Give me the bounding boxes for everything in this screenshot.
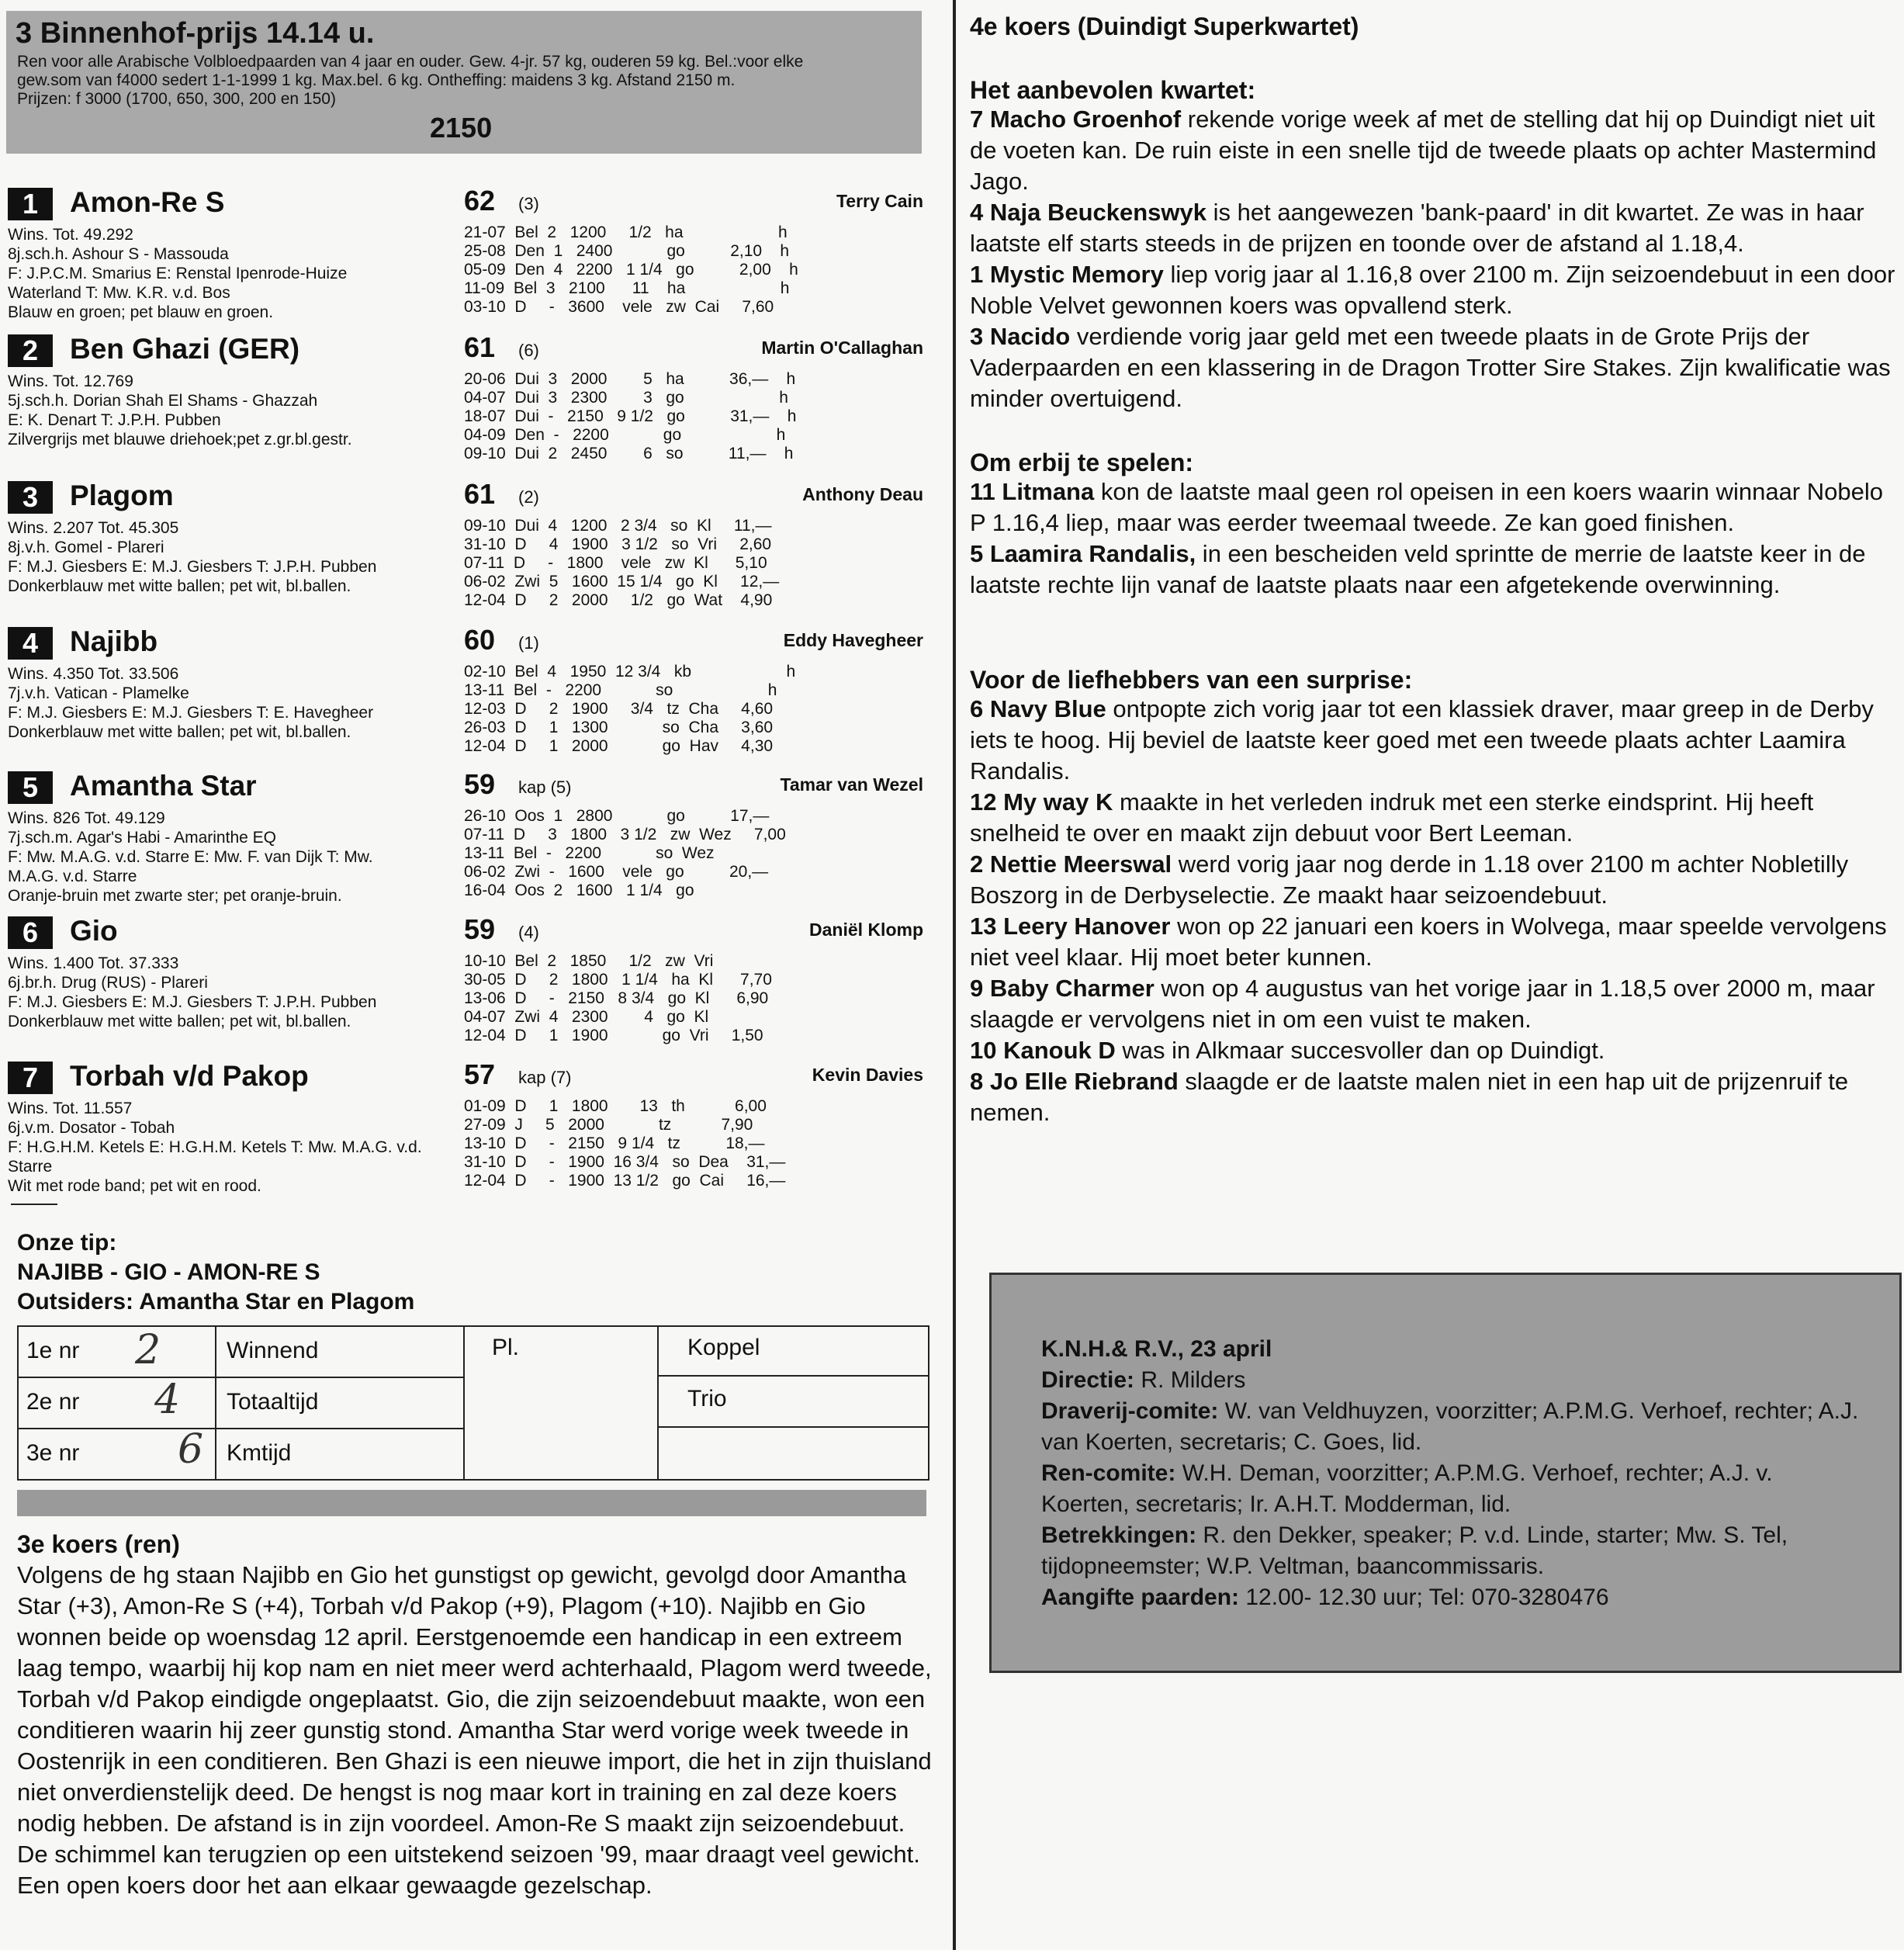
bet-row-2: 2e nr: [26, 1389, 80, 1415]
paragraph: [970, 849, 1901, 911]
paragraph: [970, 911, 1901, 973]
paragraph-body: W. van Veldhuyzen, voorzitter; A.P.M.G. Verhoef, rechter; A.J. van Koerten, secretaris; C. Goes, lid.: [1041, 1398, 1859, 1455]
horse-entry: [6, 624, 929, 767]
horse-name: Torbah v/d Pakop: [70, 1060, 309, 1092]
horse-weight-extra: (1): [518, 633, 539, 653]
paragraph: [970, 1066, 1901, 1128]
handwritten-3: 6: [178, 1426, 204, 1473]
paragraph-lead: 2 Nettie Meerswal: [970, 850, 1172, 878]
horse-weight: 59: [464, 913, 496, 945]
horse-form: 10-10 Bel 2 1850 1/2 zw Vri 30-05 D 2 1800 1 1/4 ha Kl 7,70 13-06 D - 2150 8 3/4 go Kl 6,90 04-07 Zwi 4 2300 4 go Kl 12-04 D 1 1900 go Vri 1,50: [464, 952, 772, 1044]
horse-info: Wins. 826 Tot. 49.129 7j.sch.m. Agar's Habi - Amarinthe EQ F: Mw. M.A.G. v.d. Starre E: Mw. F. van Dijk T: Mw. M.A.G. v.d. Starre Oranje-bruin met zwarte ster; pet oranje-bruin.: [8, 809, 373, 905]
section3-text: Volgens de hg staan Najibb en Gio het gunstigst op gewicht, gevolgd door Amantha Star (+3), Amon-Re S (+4), Torbah v/d Pakop (+9), Plagom (+10). Najibb en Gio wonnen beide op woensdag 12 april. Eerstgenoemde een handicap in een extreem laag tempo, waarbij hij kop nam en niet meer werd achterhaald, Plagom werd tweede, Torbah v/d Pakop eindigde ongeplaatst. Gio, die zijn seizoendebuut maakte, won een conditieren waarin hij zeer gunstig stond. Amantha Star werd vorige week tweede in Oostenrijk in een conditieren. Ben Ghazi is een nieuwe import, die het in zijn thuisland niet onverdienstelijk deed. De hengst is nog maar kort in training en zal deze koers nodig hebben. De afstand is in zijn voordeel. Amon-Re S maakt zijn seizoendebuut. De schimmel kan terugzien op een uitstekend seizoen '99, maar draagt veel gewicht. Een open koers door het aan elkaar gewaagde gezelschap.: [17, 1561, 932, 1899]
paragraph-lead: 12 My way K: [970, 788, 1113, 816]
paragraph-body: won op 4 augustus van het vorige jaar in 1.18,5 over 2000 m, maar slaagde er vervolgens niet in om een vuist te maken.: [970, 975, 1875, 1033]
bet-trio: Trio: [687, 1386, 727, 1411]
paragraph: [970, 259, 1901, 321]
horse-jockey: Eddy Havegheer: [783, 630, 923, 650]
horse-jockey: Terry Cain: [836, 191, 923, 211]
paragraph-lead: 8 Jo Elle Riebrand: [970, 1068, 1179, 1095]
horse-form: 21-07 Bel 2 1200 1/2 ha h 25-08 Den 1 2400 go 2,10 h 05-09 Den 4 2200 1 1/4 go 2,00 h 11-09 Bel 3 2100 11 ha h 03-10 D - 3600 vele zw Cai 7,60: [464, 223, 798, 316]
race-header: [6, 11, 922, 154]
horse-form: 01-09 D 1 1800 13 th 6,00 27-09 J 5 2000 tz 7,90 13-10 D - 2150 9 1/4 tz 18,— 31-10 D - 1900 16 3/4 so Dea 31,— 12-04 D - 1900 13 1/2 go Cai 16,—: [464, 1097, 786, 1190]
horse-number: 6: [8, 916, 53, 949]
horse-jockey: Tamar van Wezel: [780, 774, 923, 795]
race4-heading: 4e koers (Duindigt Superkwartet): [970, 12, 1359, 40]
horse-number: 4: [8, 627, 53, 660]
horse-name: Najibb: [70, 625, 158, 657]
horse-name: Ben Ghazi (GER): [70, 333, 300, 365]
bet-col-winnend: Winnend: [227, 1338, 319, 1363]
paragraph: [1041, 1520, 1864, 1582]
paragraph: [970, 539, 1901, 601]
horse-entry: [6, 185, 929, 328]
paragraph-lead: 3 Nacido: [970, 323, 1071, 350]
horse-entry: [6, 913, 929, 1057]
race-description: Ren voor alle Arabische Volbloedpaarden van 4 jaar en ouder. Gew. 4-jr. 57 kg, ouderen 59 kg. Bel.:voor elke gew.som van f4000 sedert 1-1-1999 1 kg. Max.bel. 6 kg. Ontheffing: maidens 3 kg. Afstand 2150 m. Prijzen: f 3000 (1700, 650, 300, 200 en 150): [17, 53, 804, 108]
kwartet-heading: Het aanbevolen kwartet:: [970, 76, 1256, 104]
paragraph: [970, 321, 1901, 414]
horse-entry: [6, 331, 929, 475]
paragraph-body: 12.00- 12.30 uur; Tel: 070-3280476: [1239, 1585, 1609, 1610]
bet-row-3: 3e nr: [26, 1440, 80, 1466]
horse-info: Wins. 2.207 Tot. 45.305 8j.v.h. Gomel - Plareri F: M.J. Giesbers E: M.J. Giesbers T: J.P.H. Pubben Donkerblauw met witte ballen; pet wit, bl.ballen.: [8, 519, 377, 595]
paragraph-lead: 6 Navy Blue: [970, 695, 1106, 722]
bet-grid: [17, 1325, 929, 1481]
horse-weight-extra: (6): [518, 341, 539, 360]
paragraph-lead: Aangifte paarden:: [1041, 1585, 1240, 1610]
paragraph-body: kon de laatste maal geen rol opeisen in een koers waarin winnaar Nobelo P 1.16,4 liep, maar was eerder tweemaal tweede. Ze kan goed finishen.: [970, 478, 1883, 536]
paragraph: [970, 104, 1901, 197]
horse-weight: 57: [464, 1058, 496, 1090]
horse-form: 09-10 Dui 4 1200 2 3/4 so Kl 11,— 31-10 D 4 1900 3 1/2 so Vri 2,60 07-11 D - 1800 vele zw Kl 5,10 06-02 Zwi 5 1600 15 1/4 go Kl 12,— 12-04 D 2 2000 1/2 go Wat 4,90: [464, 517, 780, 609]
horse-jockey: Martin O'Callaghan: [761, 338, 923, 358]
horse-jockey: Daniël Klomp: [809, 920, 923, 940]
handwritten-1: 2: [135, 1327, 161, 1373]
paragraph-body: verdiende vorig jaar geld met een tweede plaats in de Grote Prijs der Vaderpaarden en een klassering in de Dragon Trotter Sire Stakes. Zijn kwalificatie was minder overtuigend.: [970, 323, 1891, 412]
paragraph: [970, 787, 1901, 849]
tip-block: [17, 1228, 414, 1317]
paragraph-lead: 11 Litmana: [970, 478, 1095, 505]
info-text: [1041, 1334, 1864, 1613]
paragraph: [970, 694, 1901, 787]
horse-info: Wins. 1.400 Tot. 37.333 6j.br.h. Drug (RUS) - Plareri F: M.J. Giesbers E: M.J. Giesbers T: J.P.H. Pubben Donkerblauw met witte ballen; pet wit, bl.ballen.: [8, 954, 377, 1030]
horse-form: 20-06 Dui 3 2000 5 ha 36,— h 04-07 Dui 3 2300 3 go h 18-07 Dui - 2150 9 1/2 go 31,— h 04-09 Den - 2200 go h 09-10 Dui 2 2450 6 so 11,— h: [464, 370, 797, 462]
paragraph-body: R. den Dekker, speaker; P. v.d. Linde, starter; Mw. S. Tel, tijdopneemster; W.P. Veltman, baancommissaris.: [1041, 1522, 1788, 1579]
paragraph-lead: Directie:: [1041, 1367, 1135, 1393]
horse-info: Wins. Tot. 11.557 6j.v.m. Dosator - Tobah F: H.G.H.M. Ketels E: H.G.H.M. Ketels T: Mw. M.A.G. v.d. Starre Wit met rode band; pet wit en rood.: [8, 1100, 422, 1195]
paragraph-body: maakte in het verleden indruk met een sterke eindsprint. Hij heeft snelheid te over en maakt zijn debuut voor Bert Leeman.: [970, 788, 1814, 847]
horse-form: 26-10 Oos 1 2800 go 17,— 07-11 D 3 1800 3 1/2 zw Wez 7,00 13-11 Bel - 2200 so Wez 06-02 Zwi - 1600 vele go 20,— 16-04 Oos 2 1600 1 1/4 go: [464, 807, 786, 899]
horse-weight-extra: kap (5): [518, 778, 572, 797]
horse-weight-extra: kap (7): [518, 1068, 572, 1087]
paragraph: [1041, 1582, 1864, 1613]
paragraph: [1041, 1396, 1864, 1458]
horse-number: 3: [8, 481, 53, 514]
race-distance: 2150: [430, 112, 493, 144]
paragraph-lead: 13 Leery Hanover: [970, 913, 1171, 940]
left-column: [0, 0, 943, 1950]
paragraph-lead: 10 Kanouk D: [970, 1037, 1116, 1064]
paragraph: [970, 476, 1901, 539]
paragraph: [1041, 1458, 1864, 1520]
erbij-heading: Om erbij te spelen:: [970, 449, 1194, 476]
tip-outsiders: Outsiders: Amantha Star en Plagom: [17, 1289, 415, 1314]
horse-entry: [6, 478, 929, 622]
paragraph-body: W.H. Deman, voorzitter; A.P.M.G. Verhoef, rechter; A.J. v. Koerten, secretaris; Ir. A.H.T. Modderman, lid.: [1041, 1460, 1773, 1517]
horse-entry: [6, 1058, 929, 1202]
surprise-heading: Voor de liefhebbers van een surprise:: [970, 666, 1413, 694]
bet-pl: Pl.: [492, 1335, 520, 1360]
paragraph: [1041, 1334, 1864, 1365]
bet-col-kmtijd: Kmtijd: [227, 1440, 292, 1466]
bet-koppel: Koppel: [687, 1335, 760, 1360]
race-title: 3 Binnenhof-prijs 14.14 u.: [16, 17, 375, 50]
horse-form: 02-10 Bel 4 1950 12 3/4 kb h 13-11 Bel - 2200 so h 12-03 D 2 1900 3/4 tz Cha 4,60 26-03 D 1 1300 so Cha 3,60 12-04 D 1 2000 go Hav 4,30: [464, 663, 796, 755]
paragraph-body: is het aangewezen 'bank-paard' in dit kwartet. Ze was in haar laatste elf starts steeds in de prijzen en toonde over de afstand al 1.18,4.: [970, 199, 1864, 257]
horse-number: 5: [8, 771, 53, 804]
bet-row-1: 1e nr: [26, 1338, 80, 1363]
paragraph-body: won op 22 januari een koers in Wolvega, maar speelde vervolgens niet veel klaar. Hij moet beter kunnen.: [970, 913, 1887, 971]
tip-heading: Onze tip:: [17, 1230, 117, 1256]
horse-name: Gio: [70, 915, 118, 947]
paragraph-body: ontpopte zich vorig jaar tot een klassiek draver, maar greep in de Derby iets te hoog. Hij beviel de laatste keer goed met een tweede plaats achter Laamira Randalis.: [970, 695, 1874, 785]
horse-number: 1: [8, 188, 53, 220]
horse-weight: 61: [464, 478, 496, 510]
paragraph-body: slaagde er de laatste malen niet in een hap uit de prijzenruif te nemen.: [970, 1068, 1849, 1126]
horse-weight-extra: (3): [518, 194, 539, 213]
horse-info: Wins. 4.350 Tot. 33.506 7j.v.h. Vatican - Plamelke F: M.J. Giesbers E: M.J. Giesbers T: E. Havegheer Donkerblauw met witte ballen; pet wit, bl.ballen.: [8, 665, 374, 741]
erbij-text: [970, 476, 1901, 601]
horse-name: Plagom: [70, 480, 174, 511]
horse-name: Amantha Star: [70, 770, 257, 802]
paragraph-body: werd vorig jaar nog derde in 1.18 over 2100 m achter Nobletilly Boszorg in de Derbyselectie. Ze maakt haar seizoendebuut.: [970, 850, 1849, 909]
paragraph-lead: 1 Mystic Memory: [970, 261, 1164, 288]
info-box: [989, 1273, 1902, 1673]
gray-bar: [17, 1490, 926, 1516]
kwartet-text: [970, 104, 1901, 414]
horse-info: Wins. Tot. 49.292 8j.sch.h. Ashour S - Massouda F: J.P.C.M. Smarius E: Renstal Ipenrode-Huize Waterland T: Mw. K.R. v.d. Bos Blauw en groen; pet blauw en groen.: [8, 226, 348, 321]
horse-jockey: Anthony Deau: [802, 484, 923, 504]
paragraph-lead: Betrekkingen:: [1041, 1522, 1197, 1548]
paragraph-body: in een bescheiden veld sprintte de merrie de laatste keer in de laatste rechte lijn vanaf de laatste plaats naar een afgetekende overwinning.: [970, 540, 1866, 598]
right-column: [970, 0, 1901, 1950]
bet-col-totaaltijd: Totaaltijd: [227, 1389, 319, 1415]
horse-name: Amon-Re S: [70, 186, 225, 218]
paragraph-lead: Ren-comite:: [1041, 1460, 1176, 1486]
divider: [11, 1204, 57, 1205]
paragraph-lead: Draverij-comite:: [1041, 1398, 1219, 1424]
paragraph-lead: 7 Macho Groenhof: [970, 106, 1182, 133]
paragraph-lead: 5 Laamira Randalis,: [970, 540, 1196, 567]
horse-weight: 59: [464, 768, 496, 800]
paragraph: [970, 1035, 1901, 1066]
horse-entry: [6, 768, 929, 912]
section3-title: 3e koers (ren): [17, 1530, 180, 1558]
paragraph-body: rekende vorige week af met de stelling dat hij op Duindigt niet uit de voeten kan. De ruin eiste in een snelle tijd de tweede plaats op achter Mastermind Jago.: [970, 106, 1877, 195]
paragraph-body: was in Alkmaar succesvoller dan op Duindigt.: [1115, 1037, 1605, 1064]
paragraph: [970, 973, 1901, 1035]
paragraph-lead: K.N.H.& R.V., 23 april: [1041, 1336, 1272, 1362]
horse-weight: 62: [464, 185, 496, 216]
paragraph: [970, 197, 1901, 259]
paragraph-body: R. Milders: [1134, 1367, 1246, 1393]
surprise-text: [970, 694, 1901, 1128]
handwritten-2: 4: [154, 1377, 181, 1423]
horse-jockey: Kevin Davies: [812, 1065, 923, 1085]
paragraph-body: liep vorig jaar al 1.16,8 over 2100 m. Zijn seizoendebuut in een door Noble Velvet gewonnen koers was opvallend sterk.: [970, 261, 1895, 319]
horse-weight: 60: [464, 624, 496, 656]
horse-number: 7: [8, 1062, 53, 1094]
tip-picks: NAJIBB - GIO - AMON-RE S: [17, 1259, 320, 1285]
horse-weight-extra: (4): [518, 923, 539, 942]
horse-weight: 61: [464, 331, 496, 363]
paragraph-lead: 4 Naja Beuckenswyk: [970, 199, 1207, 226]
horse-number: 2: [8, 334, 53, 367]
paragraph-lead: 9 Baby Charmer: [970, 975, 1155, 1002]
column-divider: [953, 0, 956, 1950]
horse-info: Wins. Tot. 12.769 5j.sch.h. Dorian Shah El Shams - Ghazzah E: K. Denart T: J.P.H. Pubben Zilvergrijs met blauwe driehoek;pet z.gr.bl.gestr.: [8, 372, 352, 449]
paragraph: [1041, 1365, 1864, 1396]
horse-weight-extra: (2): [518, 487, 539, 507]
